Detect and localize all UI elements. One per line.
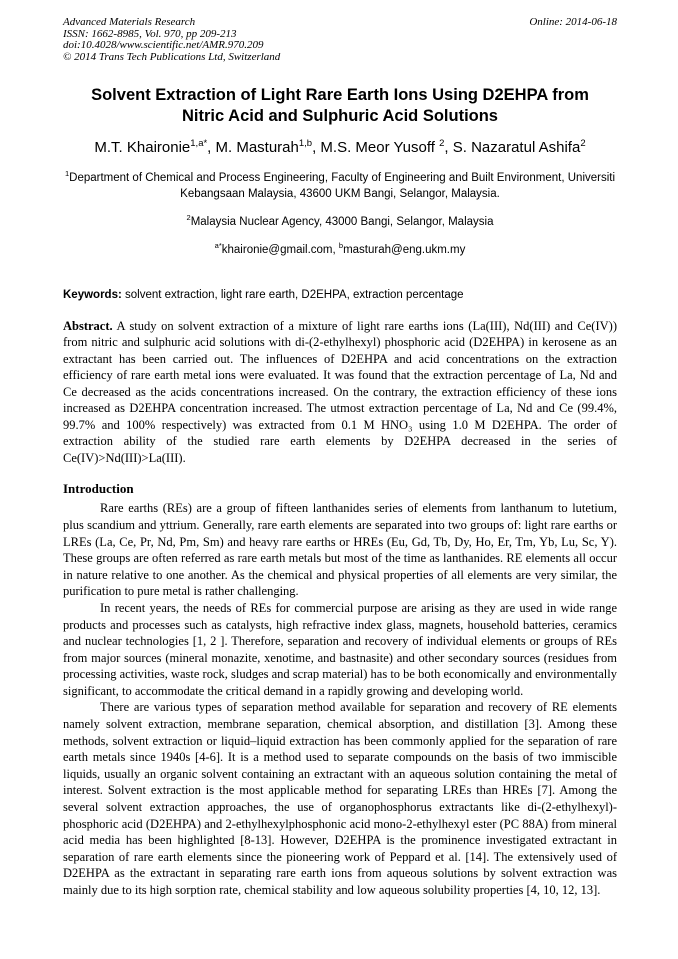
abstract-label: Abstract. [63, 318, 113, 333]
intro-paragraph-3: There are various types of separation method available for separation and recovery of RE elements namely solvent extraction, membrane separation, chemical absorption, and distillation [3]. Among these methods, solvent extraction or liquid–liquid extraction has been commonly applied for the separation of rare earth metals since 1940s [4-6]. It is a method used to separate compounds on the basis of two immiscible liquids, usually an organic solvent containing an extractant with an aqueous solution containing the metal of interest. Solvent extraction is the most applicable method for separating LREs than HREs [7]. Among the several solvent extraction approaches, the use of organophosphorus extractants like di-(2-ethylhexyl)-phosphoric acid (D2EHPA) and 2-ethylhexylphosphonic acid mono-2-ethylhexyl ester (PC 88A) from mineral acid media has been highlighted [8-13]. However, D2EHPA is the prominence investigated extractant in separation of rare earth elements since the pioneering work of Peppard et al. [14]. The extensively used of D2EHPA as the extractant in separating rare earth ions from aqueous solutions by solvent extraction was mainly due to its high sorption rate, chemical stability and low aqueous solubility properties [4, 10, 12, 13]. [63, 700, 617, 898]
section-heading-introduction: Introduction [63, 481, 134, 497]
paper-title: Solvent Extraction of Light Rare Earth Ions Using D2EHPA from Nitric Acid and Sulphuric Acid Solutions [91, 86, 589, 126]
online-date: Online: 2014-06-18 [529, 16, 617, 28]
intro-paragraph-1: Rare earths (REs) are a group of fifteen lanthanides series of elements from lanthanum to lutetium, plus scandium and yttrium. Generally, rare earth elements are separated into two groups of: light rare earths or LREs (La, Ce, Pr, Nd, Pm, Sm) and heavy rare earths or HREs (Eu, Gd, Tb, Dy, Ho, Er, Tm, Yb, Lu, Sc, Y). These groups are often referred as rare earth metals but most of the time as lanthanides. RE elements all occur in nature relative to one another. As the chemical and physical properties of all elements are very similar, the purification to pure metal is rather challenging. [63, 501, 617, 599]
intro-paragraph-2: In recent years, the needs of REs for commercial purpose are arising as they are used in wide range products and processes such as catalysts, high refractive index glass, magnets, household batteries, ceramics and nuclear technologies [1, 2 ]. Therefore, separation and recovery of individual elements or groups of REs from major sources (mineral monazite, xenotime, and bastnasite) and other secondary sources (residues from processing activities, waste rock, sludges and scrap material) has to be both economically and environmentally significant, to accommodate the critical demand in a rapidly growing and developing world. [63, 600, 617, 698]
publication-meta [63, 17, 280, 63]
publication-header [63, 17, 617, 63]
doi-line: doi:10.4028/www.scientific.net/AMR.970.209 [63, 39, 264, 52]
abstract-text: A study on solvent extraction of a mixture of light rare earths ions (La(III), Nd(III) and Ce(IV)) from nitric and sulphuric acid solutions with di-(2-ethylhexyl) phosphoric acid (D2EHPA) in kerosene as an extractant has been carried out. The influences of D2EHPA and acid concentrations on the extraction efficiency of rare earth metal ions were evaluated. It was found that the extraction percentage of La, Nd and Ce decreased as the acids concentrations increased. On the contrary, the extraction efficiency of these ions increased as D2EHPA concentration increased. The utmost extraction percentage of La, Nd and Ce (99.4%, 99.7% and 100% respectively) was extracted from 0.1 M HNO₃ using 1.0 M D2EHPA. The order of extraction ability of the studied rare earth elements by D2EHPA decreased in the series of Ce(IV)>Nd(III)>La(III). [63, 318, 617, 465]
issn-volume: ISSN: 1662-8985, Vol. 970, pp 209-213 [63, 27, 237, 40]
affiliation-1: $^1$Department of Chemical and Process Engineering, Faculty of Engineering and Built Environment, Universiti Kebangsaan Malaysia, 43600 UKM Bangi, Selangor, Malaysia. [64, 169, 616, 200]
keywords-line [63, 288, 617, 303]
email-line: $^{a*}$khaironie@gmail.com, $^b$masturah@eng.ukm.my [214, 240, 466, 256]
affiliation-2: $^2$Malaysia Nuclear Agency, 43000 Bangi, Selangor, Malaysia [186, 213, 494, 229]
keywords-label: Keywords: [63, 288, 122, 301]
author-line: M.T. Khaironie$^{1,a*}$, M. Masturah$^{1,b}$, M.S. Meor Yusoff $^2$, S. Nazaratul Ashifa$^2$ [94, 138, 586, 157]
abstract [63, 318, 617, 467]
copyright-line: © 2014 Trans Tech Publications Ltd, Switzerland [63, 50, 281, 63]
keywords-text: solvent extraction, light rare earth, D2EHPA, extraction percentage [121, 288, 464, 301]
journal-name: Advanced Materials Research [63, 16, 196, 28]
